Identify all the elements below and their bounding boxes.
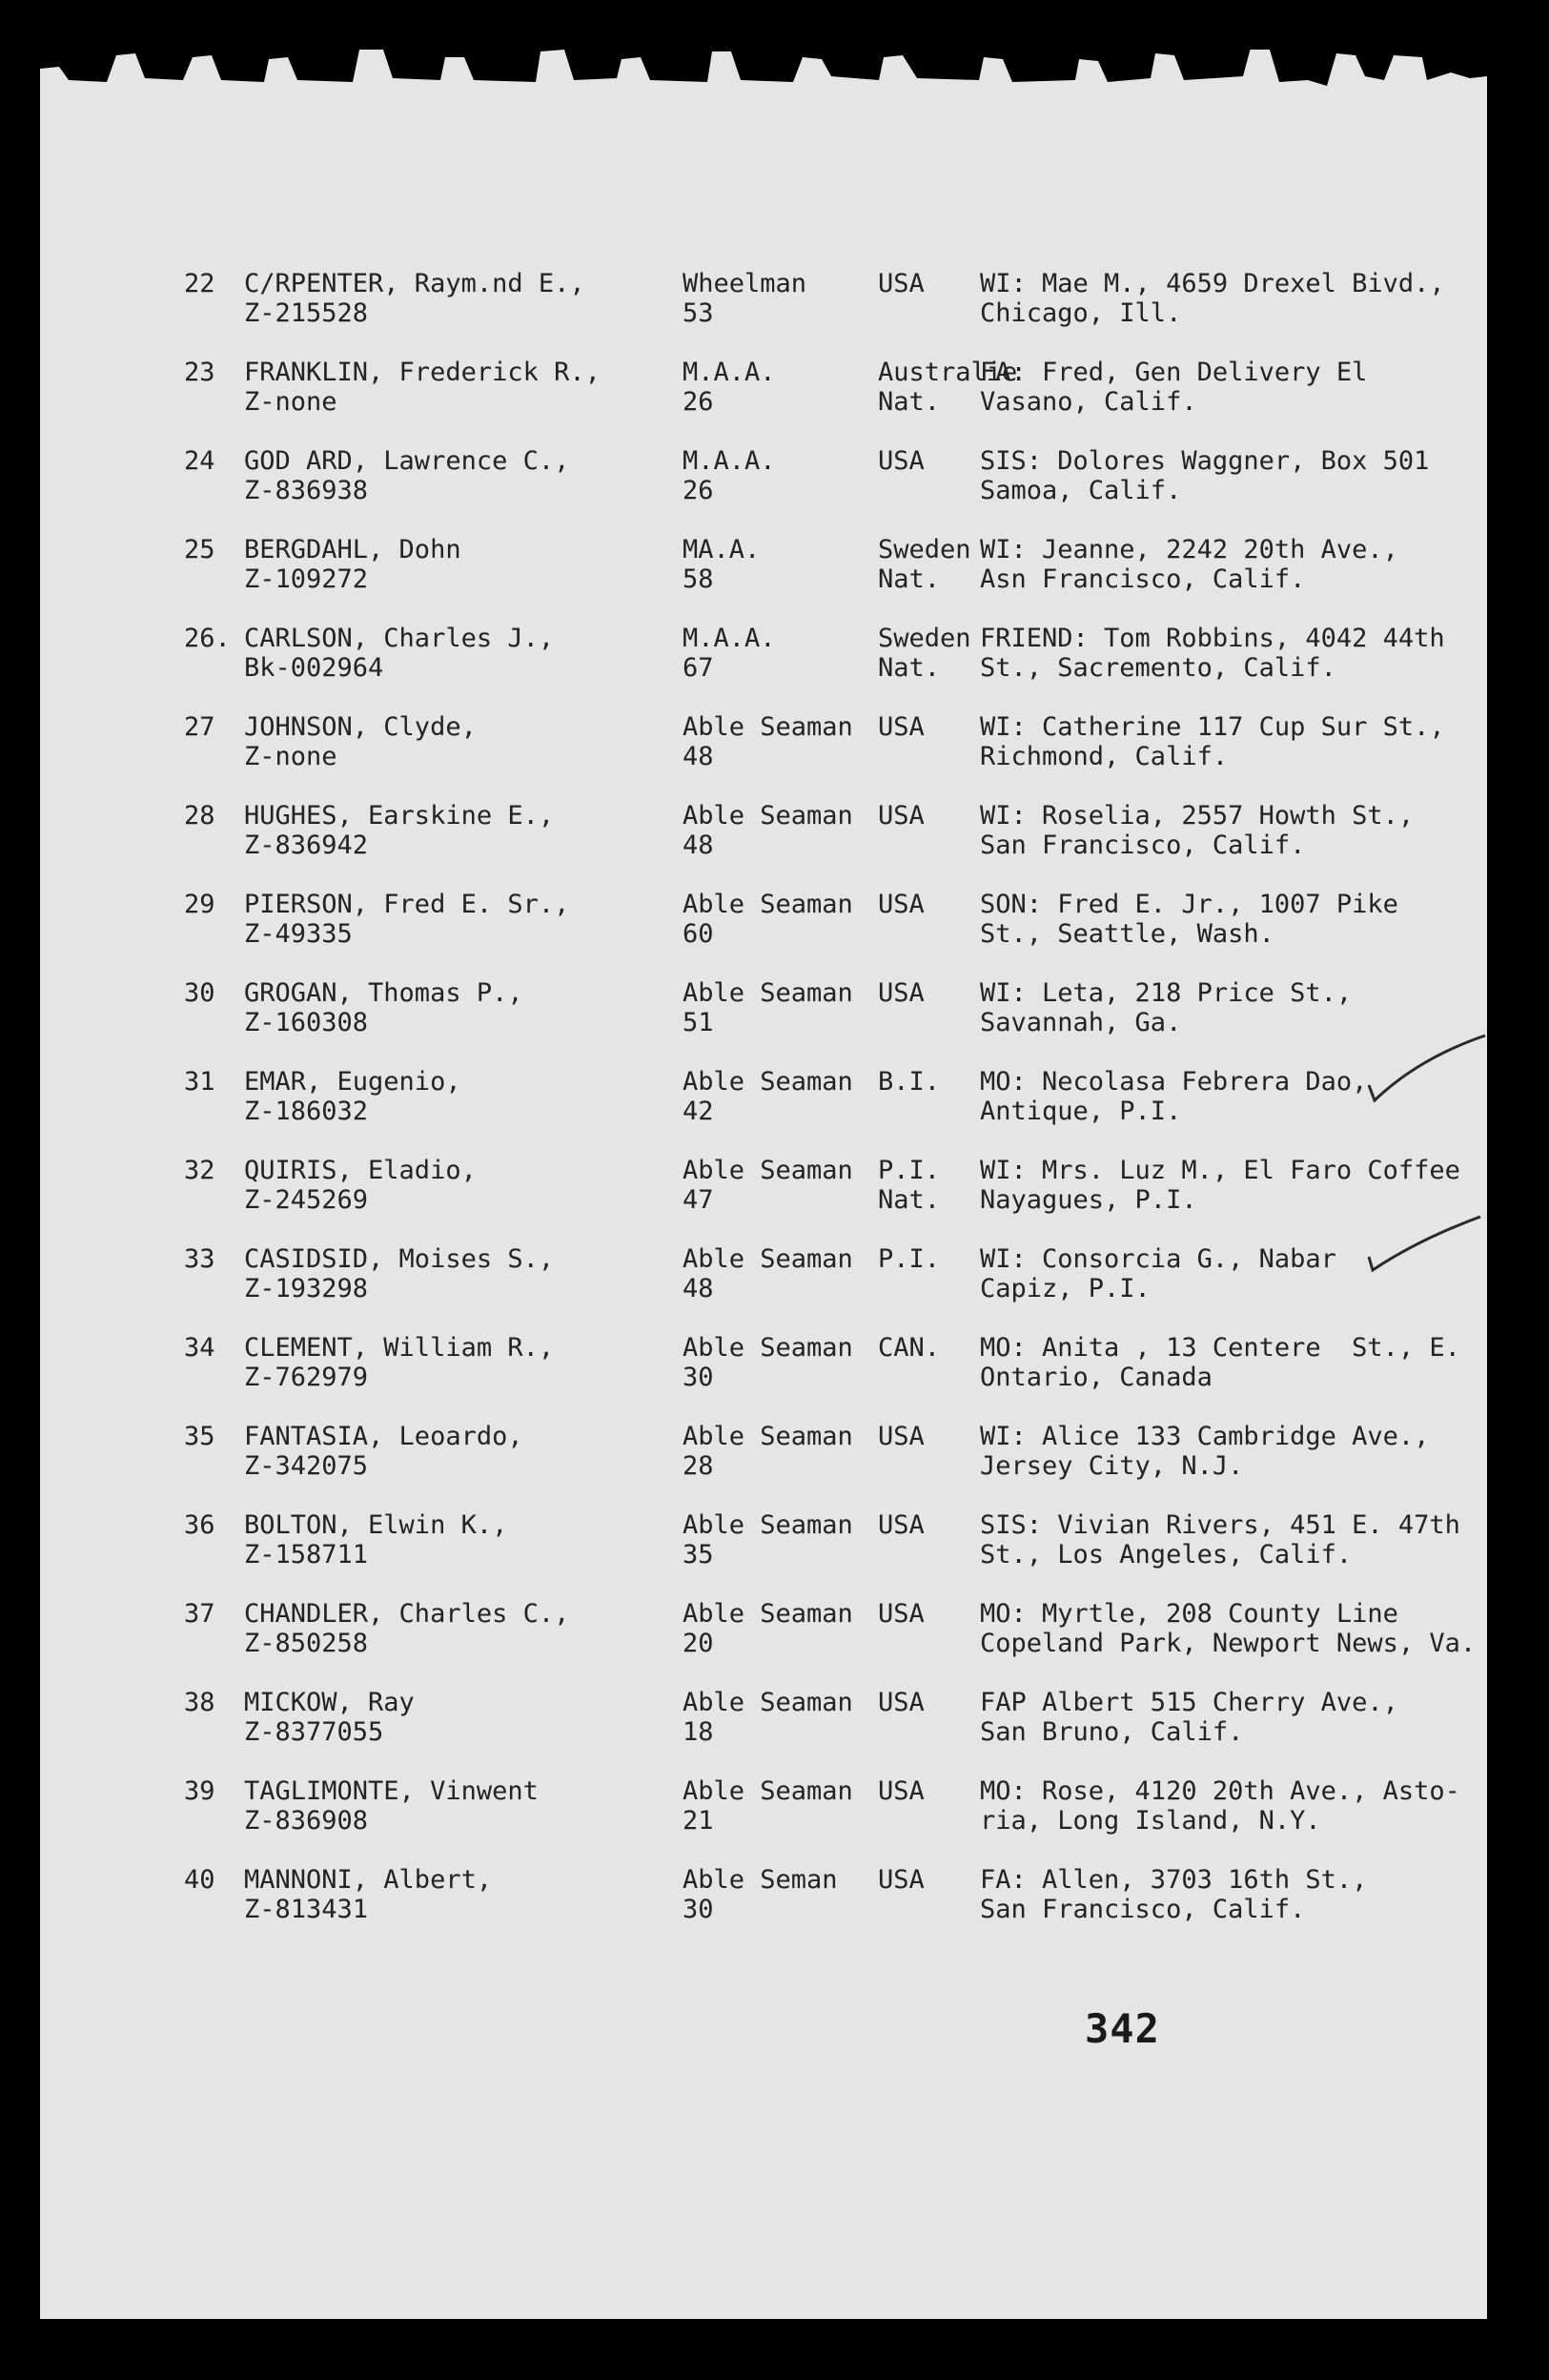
nationality-note: Nat. — [878, 387, 941, 417]
crew-nationality: USA — [878, 1599, 925, 1629]
next-of-kin: FA: Allen, 3703 16th St., — [980, 1865, 1368, 1895]
crew-row — [0, 978, 1549, 1055]
crew-rating: Able Seaman — [683, 712, 853, 742]
next-of-kin-address: Samoa, Calif. — [980, 476, 1182, 505]
nationality-note: Nat. — [878, 1185, 941, 1215]
next-of-kin-address: Vasano, Calif. — [980, 387, 1197, 417]
crew-row — [0, 358, 1549, 434]
row-number: 30 — [184, 978, 215, 1008]
next-of-kin-address: San Francisco, Calif. — [980, 831, 1306, 860]
crew-nationality: USA — [878, 1865, 925, 1895]
crew-nationality: USA — [878, 890, 925, 919]
crew-age: 42 — [683, 1097, 714, 1126]
crew-rating: Able Seaman — [683, 1599, 853, 1629]
row-number: 32 — [184, 1156, 215, 1185]
crew-name: CHANDLER, Charles C., — [244, 1599, 570, 1629]
crew-name: MICKOW, Ray — [244, 1688, 415, 1717]
next-of-kin-address: Richmond, Calif. — [980, 742, 1229, 771]
crew-row — [0, 1865, 1549, 1941]
crew-row — [0, 801, 1549, 877]
crew-age: 26 — [683, 476, 714, 505]
row-number: 27 — [184, 712, 215, 742]
book-number: Z-none — [244, 387, 337, 417]
crew-rating: Able Seaman — [683, 1688, 853, 1717]
crew-age: 48 — [683, 742, 714, 771]
crew-row — [0, 1510, 1549, 1587]
crew-name: MANNONI, Albert, — [244, 1865, 493, 1895]
crew-age: 67 — [683, 653, 714, 683]
crew-row — [0, 1688, 1549, 1764]
crew-name: HUGHES, Earskine E., — [244, 801, 555, 831]
crew-nationality: USA — [878, 1422, 925, 1451]
book-number: Z-836938 — [244, 476, 369, 505]
crew-name: BOLTON, Elwin K., — [244, 1510, 508, 1540]
crew-row — [0, 1067, 1549, 1143]
row-number: 29 — [184, 890, 215, 919]
crew-row — [0, 1599, 1549, 1675]
crew-age: 47 — [683, 1185, 714, 1215]
crew-name: CARLSON, Charles J., — [244, 624, 555, 653]
next-of-kin: WI: Mrs. Luz M., El Faro Coffee — [980, 1156, 1460, 1185]
row-number: 38 — [184, 1688, 215, 1717]
crew-rating: Able Seaman — [683, 1333, 853, 1363]
next-of-kin: SIS: Dolores Waggner, Box 501 — [980, 446, 1430, 476]
crew-row — [0, 624, 1549, 700]
book-number: Z-762979 — [244, 1363, 369, 1392]
crew-name: TAGLIMONTE, Vinwent — [244, 1776, 539, 1806]
book-number: Z-109272 — [244, 564, 369, 594]
next-of-kin-address: San Bruno, Calif. — [980, 1717, 1244, 1747]
crew-nationality: USA — [878, 801, 925, 831]
check-mark-icon — [1361, 1030, 1495, 1106]
next-of-kin-address: Antique, P.I. — [980, 1097, 1182, 1126]
next-of-kin-address: Nayagues, P.I. — [980, 1185, 1197, 1215]
book-number: Z-158711 — [244, 1540, 369, 1570]
crew-age: 58 — [683, 564, 714, 594]
row-number: 23 — [184, 358, 215, 387]
next-of-kin-address: Savannah, Ga. — [980, 1008, 1182, 1037]
crew-age: 20 — [683, 1629, 714, 1658]
crew-age: 18 — [683, 1717, 714, 1747]
row-number: 37 — [184, 1599, 215, 1629]
book-number: Z-836908 — [244, 1806, 369, 1836]
next-of-kin: FRIEND: Tom Robbins, 4042 44th — [980, 624, 1445, 653]
crew-nationality: USA — [878, 712, 925, 742]
row-number: 25 — [184, 535, 215, 564]
crew-name: QUIRIS, Eladio, — [244, 1156, 477, 1185]
crew-nationality: P.I. — [878, 1244, 941, 1274]
next-of-kin-address: Ontario, Canada — [980, 1363, 1213, 1392]
crew-nationality: USA — [878, 1688, 925, 1717]
crew-row — [0, 1156, 1549, 1232]
crew-age: 21 — [683, 1806, 714, 1836]
crew-name: C/RPENTER, Raym.nd E., — [244, 269, 585, 298]
next-of-kin-address: Copeland Park, Newport News, Va. — [980, 1629, 1477, 1658]
crew-row — [0, 1244, 1549, 1321]
crew-name: CLEMENT, William R., — [244, 1333, 555, 1363]
crew-rating: Able Seaman — [683, 1776, 853, 1806]
book-number: Bk-002964 — [244, 653, 384, 683]
next-of-kin: MO: Rose, 4120 20th Ave., Asto- — [980, 1776, 1460, 1806]
crew-row — [0, 890, 1549, 966]
next-of-kin-address: ria, Long Island, N.Y. — [980, 1806, 1321, 1836]
crew-age: 51 — [683, 1008, 714, 1037]
next-of-kin: MO: Necolasa Febrera Dao, — [980, 1067, 1368, 1097]
row-number: 39 — [184, 1776, 215, 1806]
next-of-kin: FAP Albert 515 Cherry Ave., — [980, 1688, 1398, 1717]
row-number: 40 — [184, 1865, 215, 1895]
row-number: 35 — [184, 1422, 215, 1451]
book-number: Z-160308 — [244, 1008, 369, 1037]
next-of-kin-address: St., Los Angeles, Calif. — [980, 1540, 1353, 1570]
next-of-kin-address: St., Seattle, Wash. — [980, 919, 1274, 949]
crew-rating: Able Seaman — [683, 801, 853, 831]
crew-rating: Able Seaman — [683, 978, 853, 1008]
crew-rating: Able Seaman — [683, 1244, 853, 1274]
crew-rating: M.A.A. — [683, 624, 776, 653]
nationality-note: Nat. — [878, 653, 941, 683]
crew-name: FANTASIA, Leoardo, — [244, 1422, 523, 1451]
page-number: 342 — [1085, 2005, 1160, 2052]
crew-nationality: USA — [878, 446, 925, 476]
torn-top-edge — [40, 38, 1487, 114]
row-number: 31 — [184, 1067, 215, 1097]
check-mark-icon — [1361, 1211, 1495, 1278]
book-number: Z-215528 — [244, 298, 369, 328]
crew-rating: M.A.A. — [683, 358, 776, 387]
crew-row — [0, 269, 1549, 345]
next-of-kin: MO: Myrtle, 208 County Line — [980, 1599, 1398, 1629]
next-of-kin: WI: Jeanne, 2242 20th Ave., — [980, 535, 1398, 564]
crew-name: GROGAN, Thomas P., — [244, 978, 523, 1008]
next-of-kin-address: San Francisco, Calif. — [980, 1895, 1306, 1924]
row-number: 22 — [184, 269, 215, 298]
crew-row — [0, 1776, 1549, 1853]
crew-name: EMAR, Eugenio, — [244, 1067, 461, 1097]
crew-nationality: Sweden — [878, 624, 971, 653]
crew-name: CASIDSID, Moises S., — [244, 1244, 555, 1274]
crew-name: JOHNSON, Clyde, — [244, 712, 477, 742]
crew-rating: Able Seaman — [683, 1422, 853, 1451]
next-of-kin: WI: Mae M., 4659 Drexel Bivd., — [980, 269, 1445, 298]
crew-age: 35 — [683, 1540, 714, 1570]
next-of-kin-address: Chicago, Ill. — [980, 298, 1182, 328]
book-number: Z-836942 — [244, 831, 369, 860]
crew-rating: Able Seaman — [683, 1067, 853, 1097]
crew-nationality: USA — [878, 1510, 925, 1540]
row-number: 34 — [184, 1333, 215, 1363]
next-of-kin-address: St., Sacremento, Calif. — [980, 653, 1336, 683]
crew-row — [0, 446, 1549, 523]
book-number: Z-49335 — [244, 919, 353, 949]
crew-age: 26 — [683, 387, 714, 417]
row-number: 28 — [184, 801, 215, 831]
nationality-note: Nat. — [878, 564, 941, 594]
book-number: Z-none — [244, 742, 337, 771]
book-number: Z-813431 — [244, 1895, 369, 1924]
crew-rating: Able Seaman — [683, 1156, 853, 1185]
crew-name: GOD ARD, Lawrence C., — [244, 446, 570, 476]
next-of-kin: SON: Fred E. Jr., 1007 Pike — [980, 890, 1398, 919]
book-number: Z-245269 — [244, 1185, 369, 1215]
next-of-kin-address: Capiz, P.I. — [980, 1274, 1151, 1303]
crew-nationality: USA — [878, 1776, 925, 1806]
crew-age: 48 — [683, 831, 714, 860]
crew-age: 30 — [683, 1363, 714, 1392]
crew-name: FRANKLIN, Frederick R., — [244, 358, 601, 387]
next-of-kin: WI: Leta, 218 Price St., — [980, 978, 1353, 1008]
crew-nationality: Sweden — [878, 535, 971, 564]
crew-nationality: B.I. — [878, 1067, 941, 1097]
crew-row — [0, 1422, 1549, 1498]
crew-nationality: Australie — [878, 358, 1018, 387]
next-of-kin-address: Asn Francisco, Calif. — [980, 564, 1306, 594]
crew-rating: Wheelman — [683, 269, 807, 298]
row-number: 33 — [184, 1244, 215, 1274]
crew-nationality: USA — [878, 978, 925, 1008]
next-of-kin: SIS: Vivian Rivers, 451 E. 47th — [980, 1510, 1460, 1540]
crew-nationality: P.I. — [878, 1156, 941, 1185]
crew-name: PIERSON, Fred E. Sr., — [244, 890, 570, 919]
crew-nationality: CAN. — [878, 1333, 941, 1363]
next-of-kin: FA: Fred, Gen Delivery El — [980, 358, 1368, 387]
row-number: 26. — [184, 624, 231, 653]
row-number: 24 — [184, 446, 215, 476]
next-of-kin: MO: Anita , 13 Centere St., E. — [980, 1333, 1460, 1363]
crew-rating: M.A.A. — [683, 446, 776, 476]
book-number: Z-342075 — [244, 1451, 369, 1481]
crew-rating: Able Seaman — [683, 1510, 853, 1540]
next-of-kin-address: Jersey City, N.J. — [980, 1451, 1244, 1481]
row-number: 36 — [184, 1510, 215, 1540]
crew-rating: Able Seman — [683, 1865, 838, 1895]
crew-age: 28 — [683, 1451, 714, 1481]
crew-rating: Able Seaman — [683, 890, 853, 919]
book-number: Z-193298 — [244, 1274, 369, 1303]
next-of-kin: WI: Roselia, 2557 Howth St., — [980, 801, 1415, 831]
book-number: Z-850258 — [244, 1629, 369, 1658]
crew-age: 30 — [683, 1895, 714, 1924]
book-number: Z-8377055 — [244, 1717, 384, 1747]
crew-row — [0, 712, 1549, 789]
book-number: Z-186032 — [244, 1097, 369, 1126]
next-of-kin: WI: Consorcia G., Nabar — [980, 1244, 1336, 1274]
crew-row — [0, 535, 1549, 611]
next-of-kin: WI: Alice 133 Cambridge Ave., — [980, 1422, 1430, 1451]
crew-age: 53 — [683, 298, 714, 328]
crew-age: 48 — [683, 1274, 714, 1303]
crew-row — [0, 1333, 1549, 1409]
crew-name: BERGDAHL, Dohn — [244, 535, 461, 564]
crew-nationality: USA — [878, 269, 925, 298]
crew-rating: MA.A. — [683, 535, 761, 564]
crew-age: 60 — [683, 919, 714, 949]
next-of-kin: WI: Catherine 117 Cup Sur St., — [980, 712, 1445, 742]
